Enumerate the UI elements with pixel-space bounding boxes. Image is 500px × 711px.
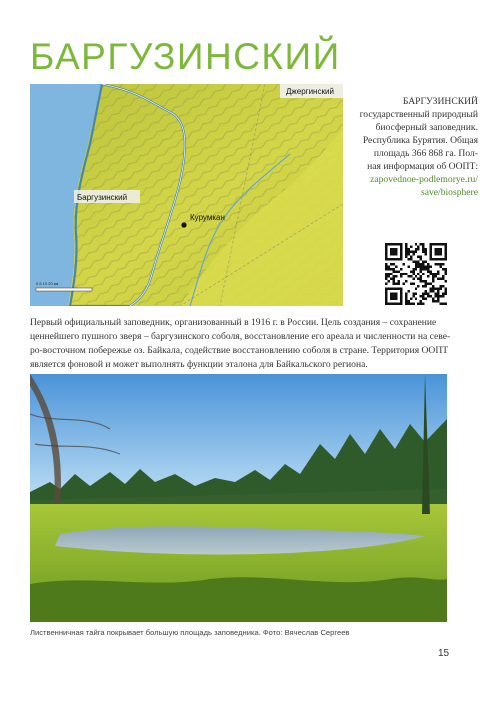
map-graphic <box>30 84 343 306</box>
description-line: ценнейшего пушного зверя – баргузинского соболя, восстановление его ареала и численности на севе- <box>30 330 451 342</box>
scale-label: 0 5 10 20 км <box>36 281 59 286</box>
reserve-description <box>30 316 460 372</box>
page-title: БАРГУЗИНСКИЙ <box>30 36 341 77</box>
description-line: ро-восточном побережье оз. Байкала, содействие восстановлению соболя в стране. Территория ООПТ <box>30 344 449 356</box>
scale-bar <box>36 288 92 291</box>
photo-caption: Лиственничная тайга покрывает большую площадь заповедника. Фото: Вячеслав Сергеев <box>30 628 350 637</box>
info-link[interactable]: zapovednoe-podlemorye.ru/ <box>370 174 478 186</box>
info-line: биосферный заповедник. <box>375 122 478 134</box>
reserve-map <box>30 84 343 306</box>
description-line: является фоновой и может выполнять функции эталона для Байкальского региона. <box>30 358 368 370</box>
info-line: ная информация об ООПТ: <box>367 161 478 173</box>
info-area: площадь 366 868 га. Пол- <box>373 148 478 160</box>
reserve-info <box>350 95 478 199</box>
info-reserve-name: БАРГУЗИНСКИЙ <box>402 96 478 107</box>
qr-code-icon[interactable] <box>385 243 447 305</box>
info-link[interactable]: save/biosphere <box>420 187 478 199</box>
map-label-kurumkan: Курумкан <box>190 213 225 222</box>
description-line: Первый официальный заповедник, организованный в 1916 г. в России. Цель создания – сохранение <box>30 317 437 328</box>
page-number: 15 <box>438 648 450 659</box>
taiga-photo <box>30 374 447 622</box>
info-line: государственный природный <box>359 109 478 121</box>
map-label-dzherginsky: Джергинский <box>286 87 334 96</box>
map-label-barguzinsky: Баргузинский <box>77 193 128 202</box>
town-marker-icon <box>181 222 186 227</box>
info-line: Республика Бурятия. Общая <box>362 135 478 147</box>
